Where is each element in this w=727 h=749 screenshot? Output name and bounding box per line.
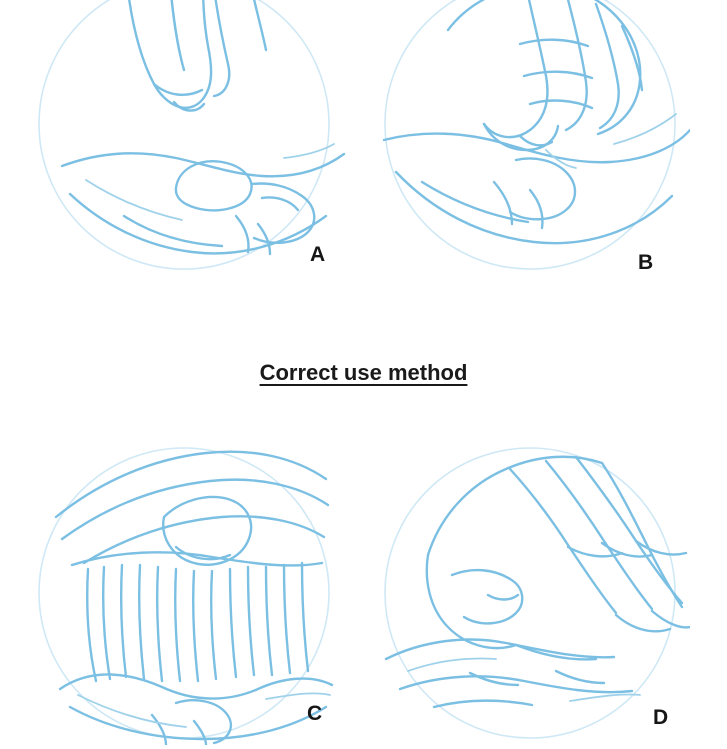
panel-a — [26, 0, 346, 284]
panel-a-label: A — [310, 243, 326, 266]
panel-d — [370, 445, 690, 745]
panel-c-label: C — [307, 702, 323, 725]
figure-caption: Correct use method — [259, 360, 468, 385]
panel-b-label: B — [638, 251, 654, 274]
panel-b — [370, 0, 690, 284]
panel-c — [26, 445, 346, 745]
panel-d-label: D — [653, 706, 669, 729]
